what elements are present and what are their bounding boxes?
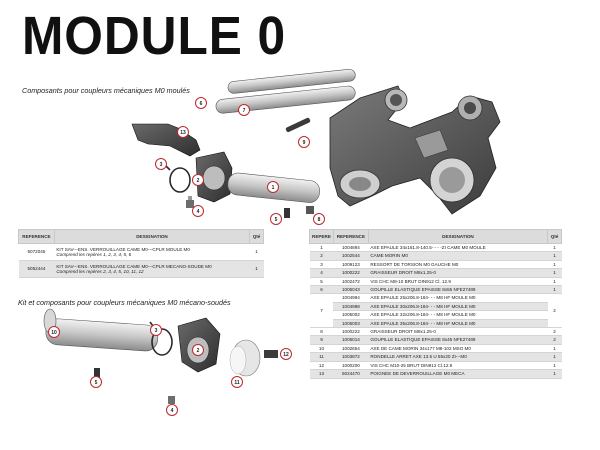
- svg-text:8: 8: [317, 216, 321, 223]
- coupler-body-part: [330, 86, 500, 214]
- kit-designation-cell: [54, 261, 249, 278]
- parts-designation: RESSORT DE TORSION M0 GAUCHE M0: [368, 260, 547, 268]
- parts-designation: AXE EPAULE 34x161.8-140.5- - - -ZI CAME M0 MOULE: [368, 244, 547, 252]
- parts-qty: 1: [548, 244, 562, 252]
- kit-table-header: [19, 230, 264, 244]
- bolt-part-12: [264, 350, 278, 358]
- parts-designation: CAME MORIN M0: [368, 252, 547, 260]
- subtitle-moule: Composants pour coupleurs mécaniques M0 moulés: [22, 86, 190, 95]
- parts-designation: POIGNEE DE DEVERROUILLAGE M0 MECA: [368, 370, 547, 378]
- parts-qty: 2: [548, 336, 562, 344]
- callout-4: [193, 206, 204, 217]
- parts-designation: AXE EPAULE 25x206.8-184- - - M8 HF MOULE M0: [368, 294, 547, 302]
- parts-qty: 1: [548, 269, 562, 277]
- callout-5: [271, 214, 282, 225]
- parts-designation: RONDELLE ARRET AXE 13.5 U 55x20 ZI---M0: [368, 353, 547, 361]
- table-row: [310, 302, 562, 310]
- parts-header-designation: DESIGNATION: [368, 230, 547, 244]
- kit-designation-cell: [54, 244, 249, 261]
- parts-qty: 1: [548, 286, 562, 294]
- table-row: [310, 252, 562, 260]
- svg-text:2: 2: [196, 347, 200, 354]
- parts-designation: GOUPILLE ELASTIQUE EPAISSE 8x45 NFE27489: [368, 336, 547, 344]
- svg-text:5: 5: [94, 379, 98, 386]
- parts-rep: 13: [310, 370, 334, 378]
- bolt-part-5: [284, 208, 290, 218]
- callout-2-bottom: [193, 345, 204, 356]
- table-row: [310, 353, 562, 361]
- kit-ref: 5072045: [19, 244, 55, 261]
- kit-header-designation: DESIGNATION: [54, 230, 249, 244]
- cam-axle-part: [45, 318, 159, 352]
- parts-ref: 1005002: [333, 311, 368, 319]
- callout-6: [196, 98, 207, 109]
- kit-designation: KIT SAV---ENS. VERROUILLAGE CAME M0---CPLR MOULE M0: [56, 246, 190, 252]
- callout-2: [193, 175, 204, 186]
- parts-ref: 5024470: [333, 370, 368, 378]
- parts-ref: 1002472: [333, 277, 368, 285]
- table-row: [310, 328, 562, 336]
- callout-9: [299, 137, 310, 148]
- callout-3-bottom: [151, 325, 162, 336]
- callout-3: [156, 159, 167, 170]
- table-row: [310, 311, 562, 319]
- parts-rep: 4: [310, 269, 334, 277]
- table-row: [310, 269, 562, 277]
- parts-qty: 1: [548, 370, 562, 378]
- table-row: [310, 244, 562, 252]
- parts-ref: 1003872: [333, 353, 368, 361]
- svg-text:12: 12: [283, 351, 289, 358]
- subtitle-soude: Kit et composants pour coupleurs mécaniques M0 mécano-soudés: [18, 298, 231, 307]
- parts-rep: 2: [310, 252, 334, 260]
- parts-ref: 1005003: [333, 319, 368, 327]
- parts-qty: 2: [548, 294, 562, 328]
- parts-designation: AXE DE CAME MORIN 34x177 M8-102 MSO M0: [368, 344, 547, 352]
- svg-text:4: 4: [196, 208, 200, 215]
- parts-ref: 1004994: [333, 294, 368, 302]
- parts-designation: GRAISSEUR DROIT M8x1.25-0: [368, 328, 547, 336]
- parts-ref: 1004894: [333, 244, 368, 252]
- parts-ref: 1004988: [333, 302, 368, 310]
- kit-qty: 1: [250, 244, 264, 261]
- callout-5-bottom: [91, 377, 102, 388]
- parts-table-header: [310, 230, 562, 244]
- callout-7: [239, 105, 250, 116]
- kit-ref: 5052444: [19, 261, 55, 278]
- parts-designation: AXE EPAULE 30x206.8-184- - - M8 HF MOULE M0: [368, 302, 547, 310]
- svg-text:4: 4: [170, 407, 174, 414]
- parts-rep: 5: [310, 277, 334, 285]
- parts-table: [309, 229, 562, 379]
- parts-ref: 1002544: [333, 252, 368, 260]
- table-row: [310, 294, 562, 302]
- parts-qty: 1: [548, 361, 562, 369]
- parts-rep: 7: [310, 294, 334, 328]
- parts-qty: 1: [548, 353, 562, 361]
- kit-header-reference: REFERENCE: [19, 230, 55, 244]
- callout-8: [314, 214, 325, 225]
- parts-qty: 1: [548, 260, 562, 268]
- parts-designation: VIS CHC M10-25 BRUT DIN912 Cl.12.9: [368, 361, 547, 369]
- table-row: [310, 277, 562, 285]
- svg-text:10: 10: [51, 329, 57, 336]
- grease-fitting-part-bottom: [168, 396, 175, 404]
- svg-text:2: 2: [196, 177, 200, 184]
- parts-ref: 1009123: [333, 260, 368, 268]
- parts-ref: 1005043: [333, 286, 368, 294]
- table-row: [310, 370, 562, 378]
- svg-text:3: 3: [154, 327, 158, 334]
- parts-designation: AXE EPAULE 32x206.8-184- - - M8 HF MOULE M0: [368, 311, 547, 319]
- release-handle-part: [132, 124, 200, 156]
- parts-rep: 9: [310, 336, 334, 344]
- parts-rep: 8: [310, 328, 334, 336]
- callout-10: [49, 327, 60, 338]
- callout-1: [268, 182, 279, 193]
- page-title: MODULE 0: [22, 6, 287, 66]
- parts-designation: GRAISSEUR DROIT M8x1.25-0: [368, 269, 547, 277]
- parts-ref: 1000222: [333, 269, 368, 277]
- svg-text:13: 13: [180, 129, 186, 136]
- parts-header-qty: Qté: [548, 230, 562, 244]
- kit-note: Comprend les repères 2, 3, 4, 5, 10, 11, 12: [56, 269, 144, 274]
- svg-text:11: 11: [234, 379, 240, 386]
- table-row: [19, 261, 264, 278]
- kit-designation: KIT SAV---ENS. VERROUILLAGE CAME M0---CPLR MECANO-SOUDE M0: [56, 263, 212, 269]
- parts-designation: GOUPILLE ELASTIQUE EPAISSE 8x55 NFE27489: [368, 286, 547, 294]
- svg-text:1: 1: [271, 184, 275, 191]
- svg-text:6: 6: [199, 100, 203, 107]
- grease-fitting-part: [186, 196, 194, 208]
- parts-header-repere: REPERE: [310, 230, 334, 244]
- callout-4-bottom: [167, 405, 178, 416]
- table-row: [310, 286, 562, 294]
- parts-ref: 1000200: [333, 361, 368, 369]
- parts-rep: 10: [310, 344, 334, 352]
- parts-header-reference: REFERENCE: [333, 230, 368, 244]
- parts-qty: 1: [548, 344, 562, 352]
- stop-washer-part: [230, 340, 260, 376]
- parts-ref: 1000222: [333, 328, 368, 336]
- callout-13: [178, 127, 189, 138]
- parts-qty: 2: [548, 328, 562, 336]
- parts-rep: 1: [310, 244, 334, 252]
- table-row: [310, 260, 562, 268]
- parts-qty: 1: [548, 252, 562, 260]
- table-row: [310, 344, 562, 352]
- spring-pin-part-9: [285, 117, 311, 133]
- svg-text:7: 7: [242, 107, 246, 114]
- kit-note: Comprend les repères 1, 2, 3, 4, 5, 6: [56, 252, 132, 257]
- table-row: [310, 361, 562, 369]
- table-row: [310, 336, 562, 344]
- parts-rep: 6: [310, 286, 334, 294]
- callout-12: [281, 349, 292, 360]
- grease-fitting-part-8: [306, 206, 314, 214]
- parts-designation: AXE EPAULE 35x206.8-184- - - M8 HF MOULE M0: [368, 319, 547, 327]
- kit-header-qty: Qté: [250, 230, 264, 244]
- svg-text:9: 9: [302, 139, 306, 146]
- parts-ref: 1005014: [333, 336, 368, 344]
- parts-rep: 12: [310, 361, 334, 369]
- table-row: [19, 244, 264, 261]
- kit-qty: 1: [250, 261, 264, 278]
- parts-ref: 1002654: [333, 344, 368, 352]
- parts-rep: 3: [310, 260, 334, 268]
- svg-text:5: 5: [274, 216, 278, 223]
- parts-qty: 1: [548, 277, 562, 285]
- kit-table: [18, 229, 264, 278]
- parts-designation: VIS CHC M8-10 BRUT DIN912 Cl. 12.9: [368, 277, 547, 285]
- parts-rep: 11: [310, 353, 334, 361]
- svg-text:3: 3: [159, 161, 163, 168]
- callout-11: [232, 377, 243, 388]
- table-row: [310, 319, 562, 327]
